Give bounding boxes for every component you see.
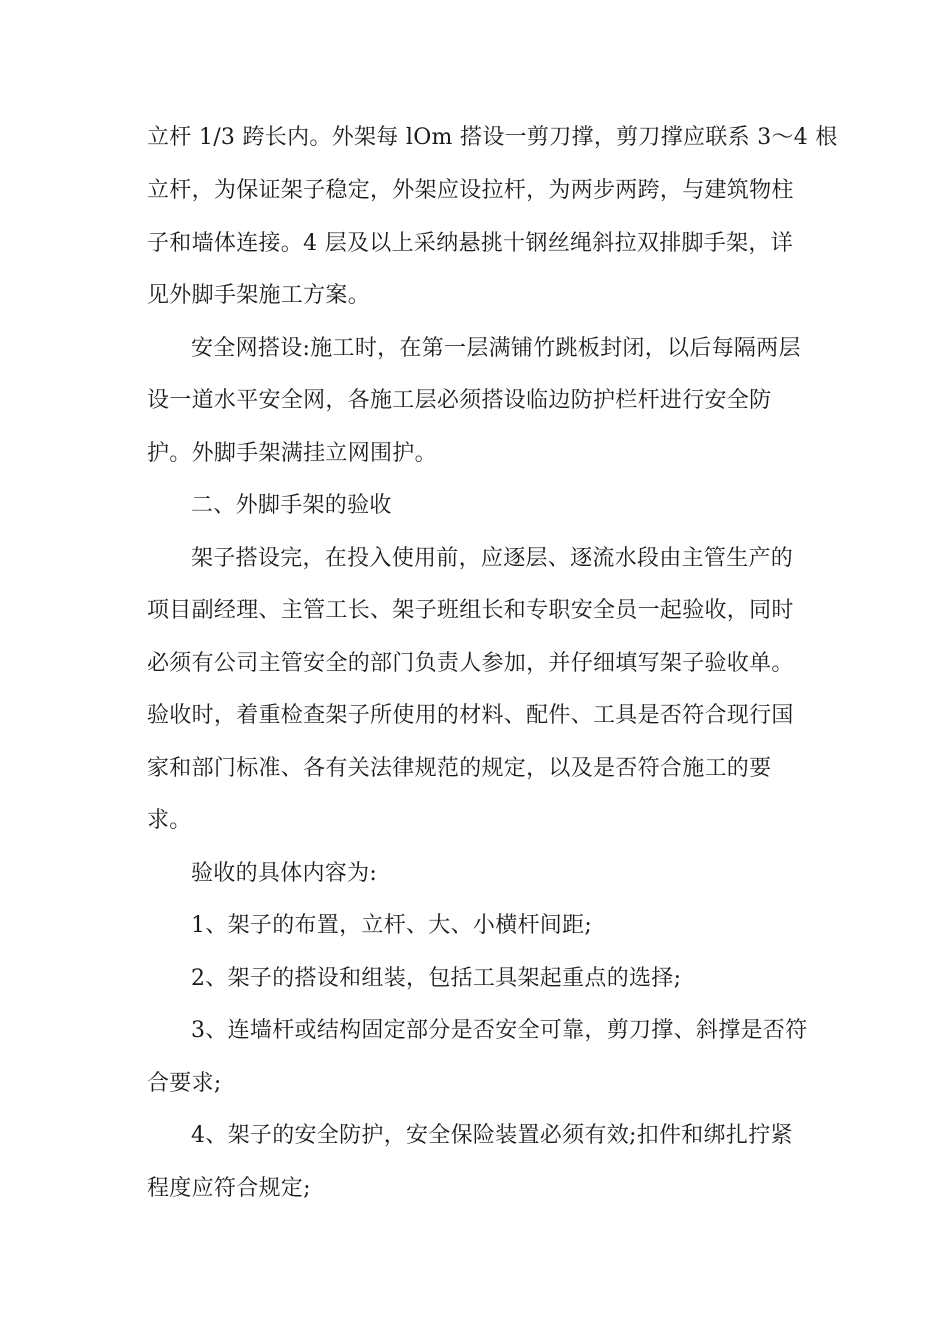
text-line: 必须有公司主管安全的部门负责人参加，并仔细填写架子验收单。	[147, 651, 794, 676]
text-line: 立杆 1/3 跨长内。外架每 lOm 搭设一剪刀撑，剪刀撑应联系 3～4 根	[147, 125, 838, 150]
paragraph-start-line: 架子搭设完，在投入使用前，应逐层、逐流水段由主管生产的	[191, 546, 794, 571]
text-line: 设一道水平安全网，各施工层必须搭设临边防护栏杆进行安全防	[147, 388, 772, 413]
section-heading: 二、外脚手架的验收	[191, 493, 392, 518]
text-line: 子和墙体连接。4 层及以上采纳悬挑十钢丝绳斜拉双排脚手架，详	[147, 231, 793, 256]
list-item: 4、架子的安全防护，安全保险装置必须有效;扣件和绑扎拧紧	[191, 1123, 793, 1148]
list-item-continuation: 程度应符合规定;	[147, 1176, 311, 1201]
text-line: 立杆，为保证架子稳定，外架应设拉杆，为两步两跨，与建筑物柱	[147, 178, 794, 203]
list-intro: 验收的具体内容为:	[191, 861, 378, 886]
text-line: 项目副经理、主管工长、架子班组长和专职安全员一起验收，同时	[147, 598, 794, 623]
text-line: 见外脚手架施工方案。	[147, 283, 371, 308]
list-item: 3、连墙杆或结构固定部分是否安全可靠，剪刀撑、斜撑是否符	[191, 1018, 808, 1043]
text-line: 求。	[147, 808, 192, 833]
text-line: 验收时，着重检查架子所使用的材料、配件、工具是否符合现行国	[147, 703, 794, 728]
paragraph-start-line: 安全网搭设:施工时，在第一层满铺竹跳板封闭，以后每隔两层	[191, 336, 801, 361]
list-item: 1、架子的布置，立杆、大、小横杆间距;	[191, 913, 593, 938]
text-line: 护。外脚手架满挂立网围护。	[147, 441, 437, 466]
list-item-continuation: 合要求;	[147, 1071, 222, 1096]
text-line: 家和部门标准、各有关法律规范的规定，以及是否符合施工的要	[147, 756, 772, 781]
list-item: 2、架子的搭设和组装，包括工具架起重点的选择;	[191, 966, 682, 991]
